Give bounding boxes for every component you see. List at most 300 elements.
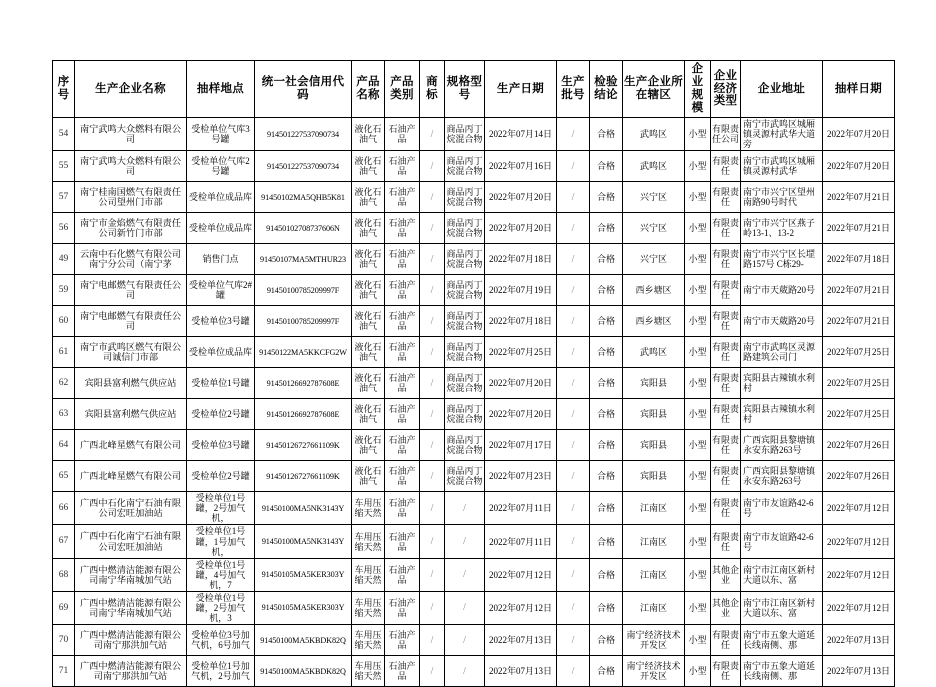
cell-econ_type[interactable]: 有限责任 [711,656,741,687]
cell-spec_model[interactable]: 商品丙丁烷混合物 [445,213,485,244]
cell-product_name[interactable]: 车用压缩天然 [352,625,385,656]
cell-batch_no[interactable]: / [557,118,590,151]
cell-company[interactable]: 南宁市武鸣区燃气有限公司诚信门市部 [75,337,187,368]
cell-spec_model[interactable]: / [445,558,485,591]
cell-company[interactable]: 南宁武鸣大众燃料有限公司 [75,151,187,182]
cell-batch_no[interactable]: / [557,275,590,306]
cell-product_name[interactable]: 液化石油气 [352,118,385,151]
cell-conclusion[interactable]: 合格 [590,151,623,182]
cell-product_name[interactable]: 车用压缩天然 [352,558,385,591]
cell-scale[interactable]: 小型 [685,244,711,275]
cell-seq[interactable]: 55 [53,151,75,182]
cell-product_name[interactable]: 车用压缩天然 [352,492,385,525]
cell-region[interactable]: 兴宁区 [623,182,685,213]
cell-company[interactable]: 南宁电邮燃气有限责任公司 [75,306,187,337]
cell-location[interactable]: 受检单位3号罐 [187,430,255,461]
cell-brand[interactable]: / [420,558,445,591]
cell-credit_code[interactable]: 91450105MA5KER303Y [255,591,352,624]
cell-credit_code[interactable]: 91450122MA5KKCFG2W [255,337,352,368]
cell-region[interactable]: 武鸣区 [623,151,685,182]
cell-production_date[interactable]: 2022年07月16日 [485,151,557,182]
cell-sampling_date[interactable]: 2022年07月20日 [823,151,895,182]
cell-company[interactable]: 南宁电邮燃气有限责任公司 [75,275,187,306]
cell-production_date[interactable]: 2022年07月20日 [485,368,557,399]
cell-brand[interactable]: / [420,337,445,368]
cell-sampling_date[interactable]: 2022年07月20日 [823,118,895,151]
cell-seq[interactable]: 64 [53,430,75,461]
cell-sampling_date[interactable]: 2022年07月25日 [823,337,895,368]
cell-region[interactable]: 武鸣区 [623,337,685,368]
cell-econ_type[interactable]: 有限责任 [711,461,741,492]
table-row[interactable] [53,151,895,182]
cell-batch_no[interactable]: / [557,591,590,624]
column-header-product_name[interactable]: 产品名称 [352,61,385,118]
cell-location[interactable]: 受检单位1号罐，4号加气机，7 [187,558,255,591]
cell-product_category[interactable]: 石油产品 [385,625,420,656]
cell-region[interactable]: 兴宁区 [623,213,685,244]
cell-brand[interactable]: / [420,625,445,656]
cell-region[interactable]: 宾阳县 [623,399,685,430]
cell-spec_model[interactable]: / [445,625,485,656]
cell-region[interactable]: 宾阳县 [623,461,685,492]
cell-location[interactable]: 受检单位1号罐 [187,368,255,399]
cell-production_date[interactable]: 2022年07月11日 [485,492,557,525]
cell-econ_type[interactable]: 其他企业 [711,591,741,624]
table-row[interactable] [53,244,895,275]
cell-location[interactable]: 受检单位成品库 [187,182,255,213]
cell-product_category[interactable]: 石油产品 [385,430,420,461]
cell-credit_code[interactable]: 91450105MA5KER303Y [255,558,352,591]
cell-credit_code[interactable]: 91450126692787608E [255,399,352,430]
cell-sampling_date[interactable]: 2022年07月21日 [823,306,895,337]
cell-econ_type[interactable]: 有限责任 [711,625,741,656]
cell-scale[interactable]: 小型 [685,213,711,244]
cell-credit_code[interactable]: 91450100MA5KBDK82Q [255,625,352,656]
cell-product_name[interactable]: 液化石油气 [352,244,385,275]
cell-company[interactable]: 南宁武鸣大众燃料有限公司 [75,118,187,151]
cell-sampling_date[interactable]: 2022年07月25日 [823,368,895,399]
cell-production_date[interactable]: 2022年07月18日 [485,306,557,337]
table-row[interactable] [53,525,895,558]
column-header-location[interactable]: 抽样地点 [187,61,255,118]
cell-econ_type[interactable]: 有限责任 [711,213,741,244]
cell-production_date[interactable]: 2022年07月19日 [485,275,557,306]
cell-address[interactable]: 广西宾阳县黎塘镇永安东路263号 [741,461,823,492]
cell-seq[interactable]: 57 [53,182,75,213]
cell-sampling_date[interactable]: 2022年07月12日 [823,591,895,624]
cell-address[interactable]: 南宁市武鸣区城厢镇灵源村武华大道旁 [741,118,823,151]
cell-company[interactable]: 宾阳县富利燃气供应站 [75,368,187,399]
table-row[interactable] [53,213,895,244]
column-header-production_date[interactable]: 生产日期 [485,61,557,118]
cell-product_name[interactable]: 车用压缩天然 [352,525,385,558]
cell-product_category[interactable]: 石油产品 [385,461,420,492]
cell-spec_model[interactable]: / [445,591,485,624]
cell-econ_type[interactable]: 有限责任公司 [711,118,741,151]
cell-address[interactable]: 南宁市五象大道延长线南侧、那 [741,656,823,687]
cell-conclusion[interactable]: 合格 [590,656,623,687]
cell-company[interactable]: 云南中石化燃气有限公司南宁分公司（南宁茅 [75,244,187,275]
cell-seq[interactable]: 61 [53,337,75,368]
table-row[interactable] [53,118,895,151]
cell-location[interactable]: 受检单位2号罐 [187,399,255,430]
cell-batch_no[interactable]: / [557,182,590,213]
table-row[interactable] [53,275,895,306]
cell-scale[interactable]: 小型 [685,118,711,151]
cell-spec_model[interactable]: 商品丙丁烷混合物 [445,182,485,213]
cell-brand[interactable]: / [420,244,445,275]
cell-sampling_date[interactable]: 2022年07月12日 [823,492,895,525]
cell-seq[interactable]: 70 [53,625,75,656]
cell-sampling_date[interactable]: 2022年07月25日 [823,399,895,430]
cell-batch_no[interactable]: / [557,368,590,399]
table-row[interactable] [53,558,895,591]
cell-company[interactable]: 广西中燃清洁能源有限公司南宁华南城加气站 [75,558,187,591]
cell-product_category[interactable]: 石油产品 [385,306,420,337]
cell-scale[interactable]: 小型 [685,399,711,430]
cell-batch_no[interactable]: / [557,244,590,275]
cell-production_date[interactable]: 2022年07月11日 [485,525,557,558]
cell-conclusion[interactable]: 合格 [590,461,623,492]
cell-region[interactable]: 南宁经济技术开发区 [623,656,685,687]
cell-product_name[interactable]: 液化石油气 [352,182,385,213]
cell-econ_type[interactable]: 有限责任 [711,399,741,430]
cell-conclusion[interactable]: 合格 [590,306,623,337]
cell-credit_code[interactable]: 91450102MA5QHB5K81 [255,182,352,213]
cell-brand[interactable]: / [420,656,445,687]
cell-scale[interactable]: 小型 [685,558,711,591]
cell-brand[interactable]: / [420,213,445,244]
cell-production_date[interactable]: 2022年07月20日 [485,213,557,244]
cell-conclusion[interactable]: 合格 [590,625,623,656]
cell-location[interactable]: 销售门点 [187,244,255,275]
cell-seq[interactable]: 63 [53,399,75,430]
cell-location[interactable]: 受检单位3号罐 [187,306,255,337]
cell-seq[interactable]: 62 [53,368,75,399]
cell-scale[interactable]: 小型 [685,368,711,399]
cell-credit_code[interactable]: 91450100MA5NK3143Y [255,525,352,558]
cell-sampling_date[interactable]: 2022年07月13日 [823,625,895,656]
cell-batch_no[interactable]: / [557,525,590,558]
cell-production_date[interactable]: 2022年07月20日 [485,182,557,213]
cell-spec_model[interactable]: 商品丙丁烷混合物 [445,337,485,368]
cell-company[interactable]: 南宁桂南国燃气有限责任公司望州门市部 [75,182,187,213]
cell-credit_code[interactable]: 91450100MA5NK3143Y [255,492,352,525]
cell-seq[interactable]: 65 [53,461,75,492]
cell-econ_type[interactable]: 其他企业 [711,558,741,591]
cell-company[interactable]: 广西中燃清洁能源有限公司南宁那洪加气站 [75,656,187,687]
cell-address[interactable]: 南宁市五象大道延长线南侧、那 [741,625,823,656]
cell-location[interactable]: 受检单位3号加气机，6号加气 [187,625,255,656]
cell-scale[interactable]: 小型 [685,182,711,213]
cell-product_category[interactable]: 石油产品 [385,337,420,368]
cell-brand[interactable]: / [420,182,445,213]
cell-address[interactable]: 南宁市兴宁区长堽路157号 C栋29- [741,244,823,275]
cell-location[interactable]: 受检单位气库2#罐 [187,275,255,306]
table-row[interactable] [53,368,895,399]
cell-seq[interactable]: 49 [53,244,75,275]
cell-seq[interactable]: 56 [53,213,75,244]
cell-econ_type[interactable]: 有限责任 [711,368,741,399]
cell-conclusion[interactable]: 合格 [590,368,623,399]
cell-product_name[interactable]: 车用压缩天然 [352,591,385,624]
cell-seq[interactable]: 68 [53,558,75,591]
cell-scale[interactable]: 小型 [685,461,711,492]
cell-production_date[interactable]: 2022年07月13日 [485,625,557,656]
cell-company[interactable]: 广西中石化南宁石油有限公司宏旺加油站 [75,492,187,525]
cell-location[interactable]: 受检单位1号罐，1号加气机， [187,525,255,558]
cell-address[interactable]: 南宁市天葳路20号 [741,306,823,337]
cell-spec_model[interactable]: / [445,492,485,525]
table-row[interactable] [53,461,895,492]
cell-conclusion[interactable]: 合格 [590,275,623,306]
cell-scale[interactable]: 小型 [685,525,711,558]
cell-seq[interactable]: 59 [53,275,75,306]
cell-product_name[interactable]: 液化石油气 [352,399,385,430]
cell-credit_code[interactable]: 91450100785209997F [255,275,352,306]
cell-spec_model[interactable]: 商品丙丁烷混合物 [445,461,485,492]
cell-brand[interactable]: / [420,275,445,306]
column-header-region[interactable]: 生产企业所在辖区 [623,61,685,118]
cell-region[interactable]: 江南区 [623,525,685,558]
cell-scale[interactable]: 小型 [685,656,711,687]
cell-spec_model[interactable]: 商品丙丁烷混合物 [445,368,485,399]
cell-conclusion[interactable]: 合格 [590,182,623,213]
cell-address[interactable]: 宾阳县古辣镇水利村 [741,368,823,399]
cell-brand[interactable]: / [420,430,445,461]
column-header-scale[interactable]: 企业规模 [685,61,711,118]
cell-address[interactable]: 南宁市武鸣区灵源路建筑公司门 [741,337,823,368]
cell-address[interactable]: 南宁市兴宁区望州南路90号时代 [741,182,823,213]
table-row[interactable] [53,430,895,461]
cell-credit_code[interactable]: 91450102708737606N [255,213,352,244]
cell-spec_model[interactable]: 商品丙丁烷混合物 [445,399,485,430]
cell-address[interactable]: 南宁市友谊路42-6号 [741,492,823,525]
cell-conclusion[interactable]: 合格 [590,525,623,558]
cell-seq[interactable]: 66 [53,492,75,525]
cell-product_name[interactable]: 车用压缩天然 [352,656,385,687]
cell-product_category[interactable]: 石油产品 [385,399,420,430]
cell-spec_model[interactable]: 商品丙丁烷混合物 [445,118,485,151]
cell-batch_no[interactable]: / [557,461,590,492]
cell-product_category[interactable]: 石油产品 [385,213,420,244]
cell-product_category[interactable]: 石油产品 [385,525,420,558]
cell-credit_code[interactable]: 914501227537090734 [255,118,352,151]
cell-sampling_date[interactable]: 2022年07月26日 [823,461,895,492]
cell-brand[interactable]: / [420,306,445,337]
cell-conclusion[interactable]: 合格 [590,399,623,430]
cell-econ_type[interactable]: 有限责任 [711,525,741,558]
cell-sampling_date[interactable]: 2022年07月21日 [823,275,895,306]
cell-brand[interactable]: / [420,525,445,558]
cell-credit_code[interactable]: 91450126692787608E [255,368,352,399]
column-header-address[interactable]: 企业地址 [741,61,823,118]
cell-scale[interactable]: 小型 [685,337,711,368]
cell-spec_model[interactable]: 商品丙丁烷混合物 [445,244,485,275]
column-header-company[interactable]: 生产企业名称 [75,61,187,118]
cell-scale[interactable]: 小型 [685,151,711,182]
cell-econ_type[interactable]: 有限责任 [711,151,741,182]
cell-scale[interactable]: 小型 [685,591,711,624]
cell-seq[interactable]: 60 [53,306,75,337]
cell-sampling_date[interactable]: 2022年07月26日 [823,430,895,461]
cell-conclusion[interactable]: 合格 [590,591,623,624]
cell-region[interactable]: 宾阳县 [623,368,685,399]
cell-scale[interactable]: 小型 [685,625,711,656]
cell-product_name[interactable]: 液化石油气 [352,337,385,368]
cell-batch_no[interactable]: / [557,558,590,591]
cell-conclusion[interactable]: 合格 [590,118,623,151]
cell-conclusion[interactable]: 合格 [590,430,623,461]
column-header-econ_type[interactable]: 企业经济类型 [711,61,741,118]
table-row[interactable] [53,656,895,687]
cell-location[interactable]: 受检单位气库2号罐 [187,151,255,182]
cell-product_category[interactable]: 石油产品 [385,151,420,182]
cell-product_category[interactable]: 石油产品 [385,591,420,624]
cell-brand[interactable]: / [420,151,445,182]
table-row[interactable] [53,591,895,624]
cell-production_date[interactable]: 2022年07月12日 [485,558,557,591]
cell-econ_type[interactable]: 有限责任 [711,244,741,275]
cell-location[interactable]: 受检单位1号罐，2号加气机， [187,492,255,525]
cell-company[interactable]: 广西北峰星燃气有限公司 [75,430,187,461]
cell-product_category[interactable]: 石油产品 [385,118,420,151]
cell-address[interactable]: 南宁市友谊路42-6号 [741,525,823,558]
cell-product_category[interactable]: 石油产品 [385,182,420,213]
cell-econ_type[interactable]: 有限责任 [711,430,741,461]
cell-address[interactable]: 广西宾阳县黎塘镇永安东路263号 [741,430,823,461]
cell-spec_model[interactable]: 商品丙丁烷混合物 [445,275,485,306]
cell-product_name[interactable]: 液化石油气 [352,213,385,244]
cell-region[interactable]: 宾阳县 [623,430,685,461]
cell-scale[interactable]: 小型 [685,306,711,337]
cell-spec_model[interactable]: 商品丙丁烷混合物 [445,430,485,461]
cell-brand[interactable]: / [420,118,445,151]
column-header-conclusion[interactable]: 检验结论 [590,61,623,118]
cell-region[interactable]: 南宁经济技术开发区 [623,625,685,656]
cell-conclusion[interactable]: 合格 [590,558,623,591]
cell-company[interactable]: 宾阳县富利燃气供应站 [75,399,187,430]
cell-scale[interactable]: 小型 [685,275,711,306]
cell-econ_type[interactable]: 有限责任 [711,275,741,306]
cell-econ_type[interactable]: 有限责任 [711,492,741,525]
cell-product_name[interactable]: 液化石油气 [352,430,385,461]
cell-address[interactable]: 南宁市武鸣区城厢镇灵源村武华 [741,151,823,182]
cell-production_date[interactable]: 2022年07月14日 [485,118,557,151]
cell-address[interactable]: 南宁市兴宁区燕子岭13-1、13-2 [741,213,823,244]
cell-location[interactable]: 受检单位成品库 [187,337,255,368]
cell-brand[interactable]: / [420,368,445,399]
cell-econ_type[interactable]: 有限责任 [711,306,741,337]
cell-company[interactable]: 广西北峰星燃气有限公司 [75,461,187,492]
cell-product_category[interactable]: 石油产品 [385,275,420,306]
cell-spec_model[interactable]: 商品丙丁烷混合物 [445,306,485,337]
cell-region[interactable]: 江南区 [623,492,685,525]
cell-location[interactable]: 受检单位1号罐，2号加气机，3 [187,591,255,624]
cell-location[interactable]: 受检单位成品库 [187,213,255,244]
table-row[interactable] [53,182,895,213]
column-header-spec_model[interactable]: 规格型号 [445,61,485,118]
cell-brand[interactable]: / [420,591,445,624]
cell-conclusion[interactable]: 合格 [590,492,623,525]
cell-credit_code[interactable]: 914501227537090734 [255,151,352,182]
cell-region[interactable]: 武鸣区 [623,118,685,151]
cell-batch_no[interactable]: / [557,337,590,368]
cell-region[interactable]: 西乡塘区 [623,275,685,306]
cell-batch_no[interactable]: / [557,625,590,656]
cell-location[interactable]: 受检单位气库3号罐 [187,118,255,151]
cell-location[interactable]: 受检单位1号加气机，2号加气 [187,656,255,687]
cell-company[interactable]: 广西中燃清洁能源有限公司南宁华南城加气站 [75,591,187,624]
cell-product_category[interactable]: 石油产品 [385,244,420,275]
cell-credit_code[interactable]: 91450100785209997F [255,306,352,337]
cell-batch_no[interactable]: / [557,492,590,525]
cell-production_date[interactable]: 2022年07月20日 [485,399,557,430]
cell-batch_no[interactable]: / [557,656,590,687]
cell-credit_code[interactable]: 91450107MA5MTHUR23 [255,244,352,275]
cell-production_date[interactable]: 2022年07月12日 [485,591,557,624]
column-header-product_category[interactable]: 产品类别 [385,61,420,118]
table-row[interactable] [53,625,895,656]
table-row[interactable] [53,337,895,368]
cell-production_date[interactable]: 2022年07月25日 [485,337,557,368]
cell-sampling_date[interactable]: 2022年07月12日 [823,558,895,591]
cell-company[interactable]: 广西中石化南宁石油有限公司宏旺加油站 [75,525,187,558]
cell-seq[interactable]: 54 [53,118,75,151]
cell-production_date[interactable]: 2022年07月17日 [485,430,557,461]
cell-region[interactable]: 西乡塘区 [623,306,685,337]
cell-address[interactable]: 南宁市江南区新村大道以东、富 [741,591,823,624]
table-row[interactable] [53,492,895,525]
cell-batch_no[interactable]: / [557,430,590,461]
column-header-batch_no[interactable]: 生产批号 [557,61,590,118]
cell-sampling_date[interactable]: 2022年07月21日 [823,213,895,244]
cell-batch_no[interactable]: / [557,306,590,337]
cell-sampling_date[interactable]: 2022年07月21日 [823,182,895,213]
cell-company[interactable]: 广西中燃清洁能源有限公司南宁那洪加气站 [75,625,187,656]
cell-product_category[interactable]: 石油产品 [385,656,420,687]
cell-conclusion[interactable]: 合格 [590,244,623,275]
cell-production_date[interactable]: 2022年07月23日 [485,461,557,492]
cell-batch_no[interactable]: / [557,151,590,182]
cell-seq[interactable]: 71 [53,656,75,687]
cell-seq[interactable]: 67 [53,525,75,558]
table-row[interactable] [53,306,895,337]
cell-product_name[interactable]: 液化石油气 [352,368,385,399]
cell-seq[interactable]: 69 [53,591,75,624]
cell-brand[interactable]: / [420,461,445,492]
cell-product_name[interactable]: 液化石油气 [352,306,385,337]
cell-conclusion[interactable]: 合格 [590,213,623,244]
cell-scale[interactable]: 小型 [685,492,711,525]
cell-product_category[interactable]: 石油产品 [385,492,420,525]
cell-batch_no[interactable]: / [557,399,590,430]
cell-conclusion[interactable]: 合格 [590,337,623,368]
cell-spec_model[interactable]: 商品丙丁烷混合物 [445,151,485,182]
cell-product_name[interactable]: 液化石油气 [352,151,385,182]
cell-product_name[interactable]: 液化石油气 [352,461,385,492]
column-header-seq[interactable]: 序号 [53,61,75,118]
cell-spec_model[interactable]: / [445,525,485,558]
cell-production_date[interactable]: 2022年07月18日 [485,244,557,275]
cell-product_category[interactable]: 石油产品 [385,558,420,591]
cell-scale[interactable]: 小型 [685,430,711,461]
cell-production_date[interactable]: 2022年07月13日 [485,656,557,687]
cell-product_category[interactable]: 石油产品 [385,368,420,399]
cell-region[interactable]: 兴宁区 [623,244,685,275]
cell-company[interactable]: 南宁市金焰燃气有限责任公司新竹门市部 [75,213,187,244]
cell-batch_no[interactable]: / [557,213,590,244]
